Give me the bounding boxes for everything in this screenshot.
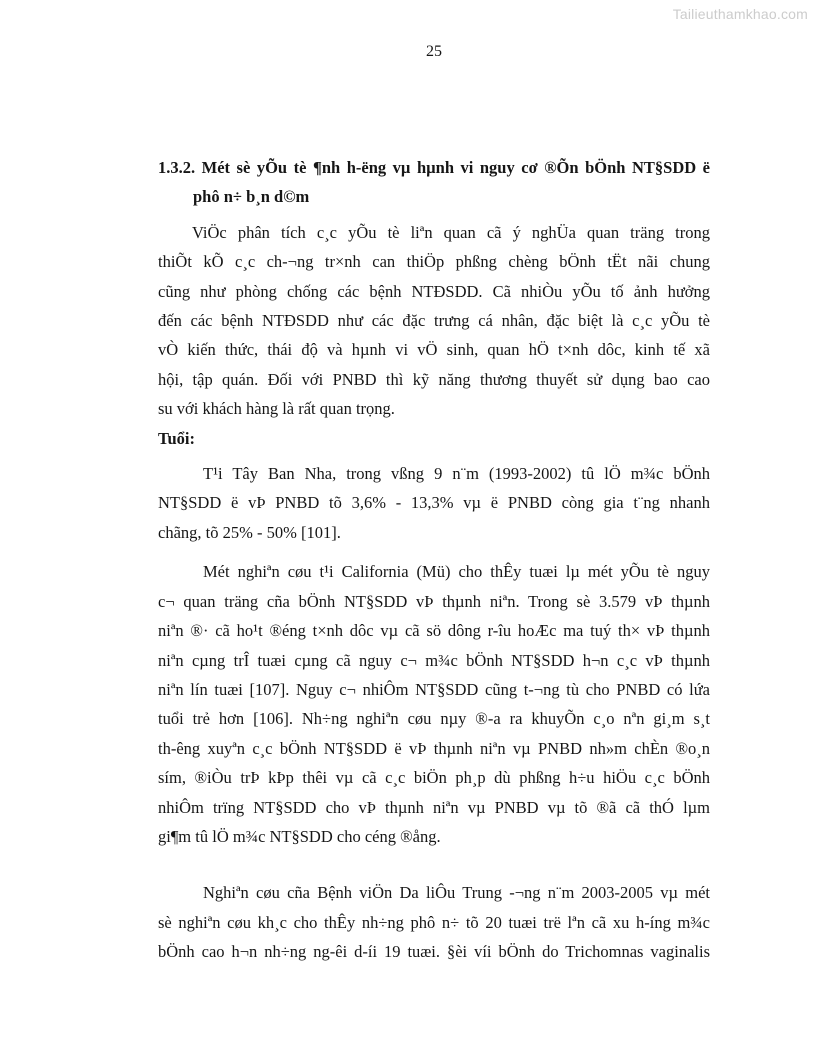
paragraph-4 bbox=[158, 878, 710, 966]
body-text-line: niªn cµng trÎ tuæi cµng cã nguy c¬ m¾c bÖnh NT§SDD h¬n c¸c vÞ thµnh bbox=[158, 650, 710, 670]
paragraph-2 bbox=[158, 459, 710, 547]
body-text-line: NT§SDD ë vÞ PNBD tõ 3,6% - 13,3% vµ ë PNBD còng gia t¨ng nhanh bbox=[158, 493, 710, 513]
body-text-line: tuổi trẻ hơn [106]. Nh÷ng nghiªn cøu nµy ®-a ra khuyÕn c¸o nªn gi¸m s¸t bbox=[158, 709, 710, 729]
body-text-line: cũng như phòng chống các bệnh NTĐSDD. Cã nhiÒu yÕu tố ảnh hưởng bbox=[158, 281, 710, 301]
page-number: 25 bbox=[426, 43, 442, 60]
body-text-line: sím, ®iÒu trÞ kÞp thêi vµ cã c¸c biÖn ph¸p dù phßng h÷u hiÖu c¸c bÖnh bbox=[158, 768, 710, 788]
body-text-line: th-êng xuyªn c¸c bÖnh NT§SDD ë vÞ thµnh niªn vµ PNBD nh»m chÈn ®o¸n bbox=[158, 738, 710, 758]
body-text-line: Mét nghiªn cøu t¹i California (Mü) cho thÊy tuæi lµ mét yÕu tè nguy bbox=[203, 562, 710, 582]
body-text-line: chãng, tõ 25% - 50% [101]. bbox=[158, 522, 341, 542]
section-heading-line-2: phô n÷ b¸n d©m bbox=[193, 187, 310, 207]
section-heading bbox=[158, 153, 710, 212]
body-text-line: hội, tập quán. Đối với PNBD thì kỹ năng thương thuyết sử dụng bao cao bbox=[158, 369, 710, 389]
body-text-line: bÖnh cao h¬n nh÷ng ng-êi d-íi 19 tuæi. §èi víi bÖnh do Trichomnas vaginalis bbox=[158, 942, 710, 962]
body-text-line: nhiÔm trïng NT§SDD cho vÞ thµnh niªn vµ PNBD vµ tõ ®ã cã thÓ lµm bbox=[158, 797, 710, 817]
page-body bbox=[158, 153, 710, 967]
body-text-line: T¹i Tây Ban Nha, trong vßng 9 n¨m (1993-2002) tû lÖ m¾c bÖnh bbox=[203, 464, 710, 484]
body-text-line: sè nghiªn cøu kh¸c cho thÊy nh÷ng phô n÷ tõ 20 tuæi trë lªn cã xu h-íng m¾c bbox=[158, 912, 710, 932]
body-text-line: thiÕt kÕ c¸c ch-¬ng tr×nh can thiÖp phßng chèng bÖnh tËt nãi chung bbox=[158, 252, 710, 272]
body-text-line: đến các bệnh NTĐSDD như các đặc trưng cá nhân, đặc biệt là c¸c yÕu tè bbox=[158, 311, 710, 331]
body-text-line: niªn ®· cã ho¹t ®éng t×nh dôc vµ cã sö dông r-îu hoÆc ma tuý th× vÞ thµnh bbox=[158, 621, 710, 641]
body-text-line: c¬ quan träng cña bÖnh NT§SDD vÞ thµnh niªn. Trong sè 3.579 vÞ thµnh bbox=[158, 591, 710, 611]
site-watermark: Tailieuthamkhao.com bbox=[672, 6, 808, 22]
subheading-tuoi: Tuổi: bbox=[158, 428, 195, 448]
body-text-line: ViÖc phân tích c¸c yÕu tè liªn quan cã ý nghÜa quan träng trong bbox=[192, 222, 710, 242]
paragraph-3 bbox=[158, 557, 710, 851]
body-text-line: Nghiªn cøu cña Bệnh viÖn Da liÔu Trung -¬ng n¨m 2003-2005 vµ mét bbox=[203, 883, 710, 903]
body-text-line: gi¶m tû lÖ m¾c NT§SDD cho céng ®ång. bbox=[158, 826, 441, 846]
paragraph-1 bbox=[158, 218, 710, 424]
body-text-line: su với khách hàng là rất quan trọng. bbox=[158, 399, 395, 419]
section-heading-line-1: 1.3.2. Mét sè yÕu tè ¶nh h-ëng vµ hµnh vi nguy cơ ®Õn bÖnh NT§SDD ë bbox=[158, 158, 710, 177]
body-text-line: vÒ kiến thức, thái độ và hµnh vi vÖ sinh, quan hÖ t×nh dôc, kinh tế xã bbox=[158, 340, 710, 360]
body-text-line: niªn lín tuæi [107]. Nguy c¬ nhiÔm NT§SDD cũng t-¬ng tù cho PNBD có lứa bbox=[158, 679, 710, 699]
